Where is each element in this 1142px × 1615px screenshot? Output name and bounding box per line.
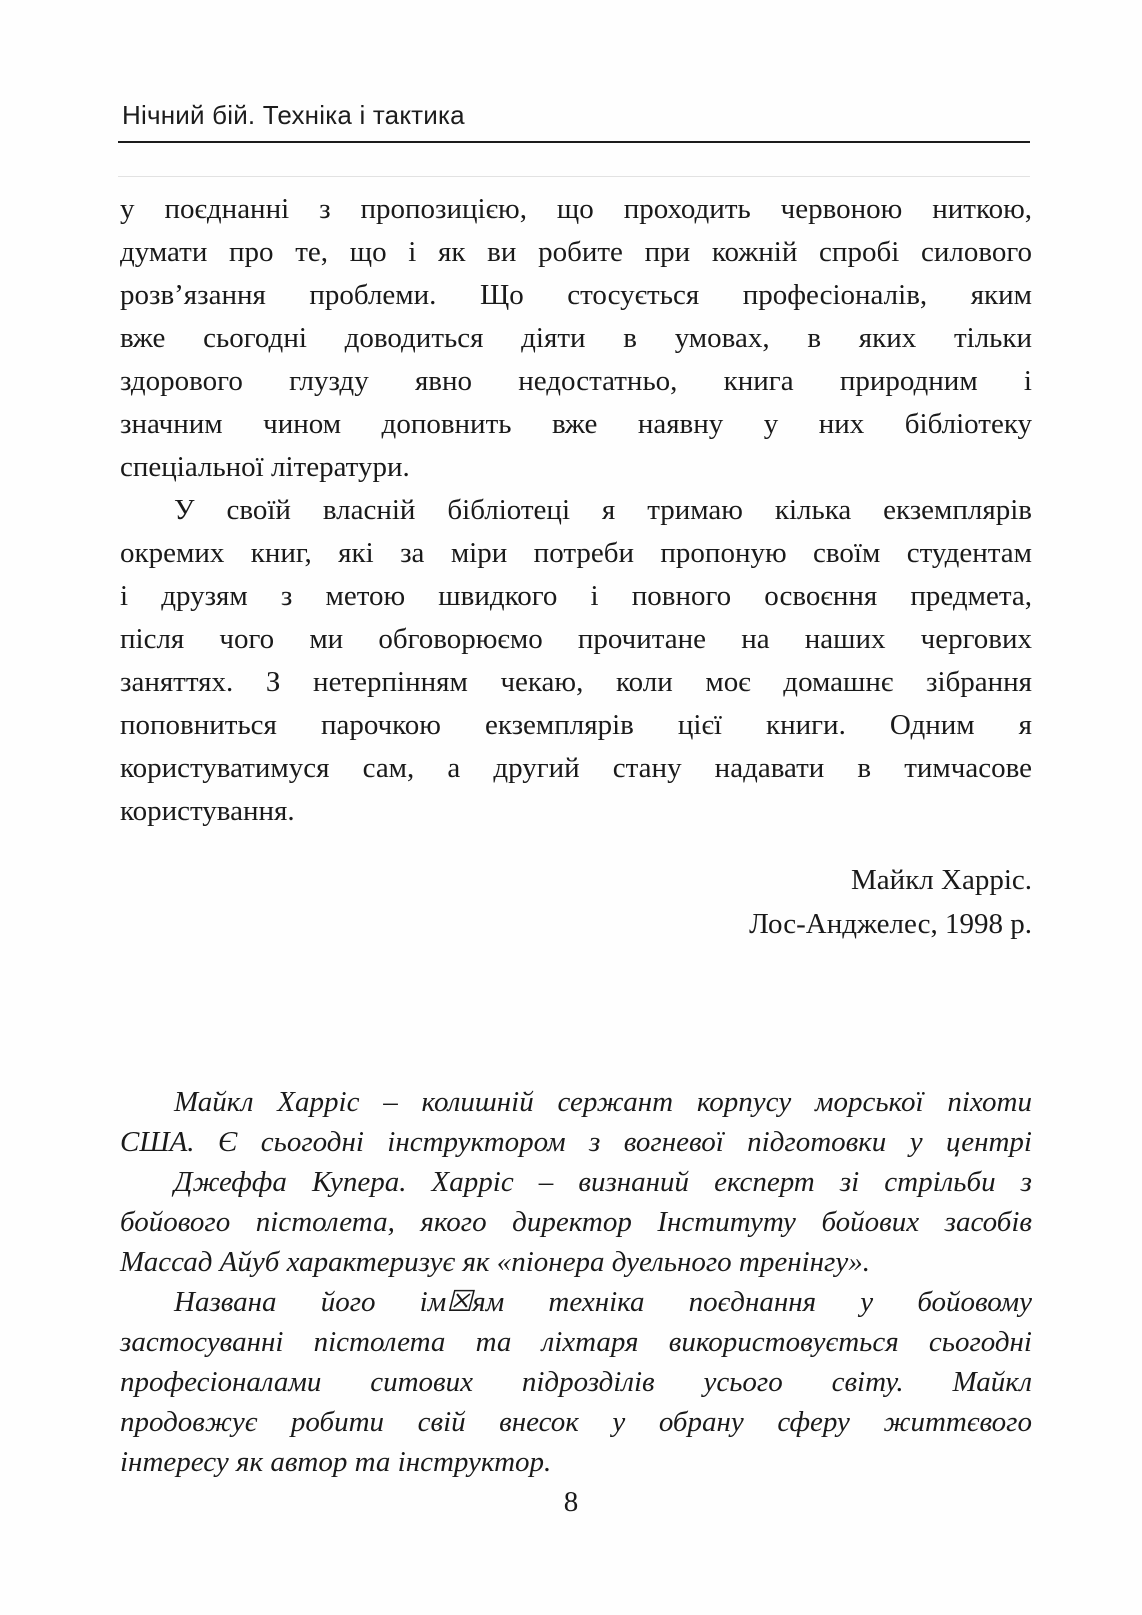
text-line: Лос-Анджелес, 1998 р. <box>749 908 1032 940</box>
text-line: Массад Айуб характеризує як «піонера дуельного тренінгу». <box>120 1246 870 1278</box>
text-line: Майкл Харріс – колишній сержант корпусу морської піхоти <box>174 1086 1032 1118</box>
header-rule <box>118 141 1030 143</box>
text-line: бойового пістолета, якого директор Інституту бойових засобів <box>120 1206 1032 1238</box>
text-line: застосуванні пістолета та ліхтаря використовується сьогодні <box>120 1326 1032 1358</box>
text-line: здорового глузду явно недостатньо, книга природним і <box>120 365 1032 397</box>
text-line: користуватимуся сам, а другий стану надавати в тимчасове <box>120 752 1032 784</box>
text-line: Названа його ім☒ям техніка поєднання у бойовому <box>174 1286 1032 1318</box>
text-line: Майкл Харріс. <box>851 864 1032 896</box>
author-bio-text <box>120 1082 1032 1482</box>
body-paragraph-1 <box>120 188 1032 489</box>
body-text <box>120 188 1032 833</box>
text-line: і друзям з метою швидкого і повного освоєння предмета, <box>120 580 1032 612</box>
text-line: розв’язання проблеми. Що стосується професіоналів, яким <box>120 279 1032 311</box>
text-line: значним чином доповнить вже наявну у них бібліотеку <box>120 408 1032 440</box>
text-line: користування. <box>120 795 295 827</box>
text-line: У своїй власній бібліотеці я тримаю кілька екземплярів <box>174 494 1032 526</box>
header-rule-shadow <box>118 176 1030 177</box>
text-line: США. Є сьогодні інструктором з вогневої підготовки у центрі <box>120 1126 1032 1158</box>
text-line: заняттях. З нетерпінням чекаю, коли моє домашнє зібрання <box>120 666 1032 698</box>
text-line: продовжує робити свій внесок у обрану сферу життєвого <box>120 1406 1032 1438</box>
closing-signature <box>120 858 1032 946</box>
page-number: 8 <box>563 1486 579 1518</box>
text-line: спеціальної літератури. <box>120 451 410 483</box>
text-line: окремих книг, які за міри потреби пропоную своїм студентам <box>120 537 1032 569</box>
text-line: професіоналами ситових підрозділів усього світу. Майкл <box>120 1366 1032 1398</box>
body-paragraph-2 <box>120 489 1032 833</box>
text-line: вже сьогодні доводиться діяти в умовах, в яких тільки <box>120 322 1032 354</box>
text-line: думати про те, що і як ви робите при кожній спробі силового <box>120 236 1032 268</box>
text-line: поповниться парочкою екземплярів цієї книги. Одним я <box>120 709 1032 741</box>
text-line: у поєднанні з пропозицією, що проходить червоною ниткою, <box>120 193 1032 225</box>
text-line: після чого ми обговорюємо прочитане на наших чергових <box>120 623 1032 655</box>
running-header-title: Нічний бій. Техніка і тактика <box>122 100 465 130</box>
text-line: інтересу як автор та інструктор. <box>120 1446 552 1478</box>
text-line: Джеффа Купера. Харріс – визнаний експерт зі стрільби з <box>174 1166 1032 1198</box>
